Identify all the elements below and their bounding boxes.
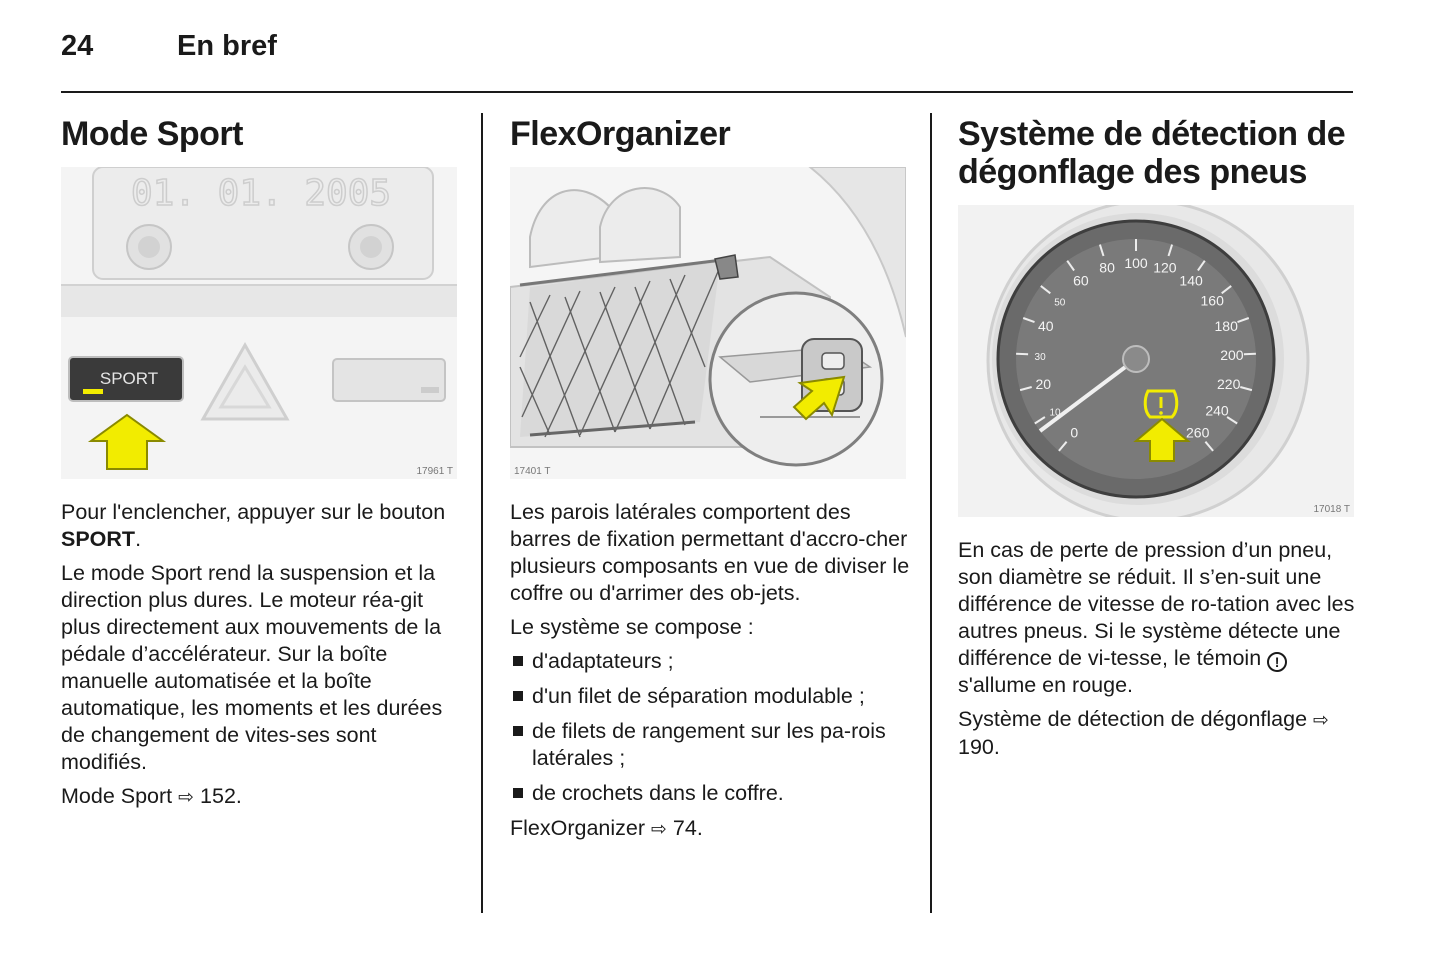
section-heading: Système de détection de dégonflage des pneus <box>958 115 1346 191</box>
gauge-label: 180 <box>1214 318 1238 335</box>
section-heading: FlexOrganizer <box>510 115 731 153</box>
column-tire-deflation <box>958 115 1358 768</box>
tire-pressure-warning-icon: ! <box>1267 652 1287 672</box>
paragraph: Les parois latérales comportent des barres de fixation permettant d'accro-cher plusieurs composants en vue de diviser le coffre ou d'arrimer des ob-jets. <box>510 500 910 605</box>
gauge-label: 240 <box>1205 402 1229 419</box>
section-body <box>510 499 910 843</box>
section-body <box>61 499 461 811</box>
gauge-label: 200 <box>1220 346 1244 363</box>
gauge-label: 20 <box>1035 375 1052 392</box>
cargo-net-illustration <box>510 167 906 479</box>
column-divider <box>481 113 483 913</box>
figure-code: 17018 T <box>1313 504 1350 515</box>
cross-reference[interactable]: FlexOrganizer ⇨ 74. <box>510 816 703 840</box>
gauge-tick <box>1016 354 1028 355</box>
list-item: de crochets dans le coffre. <box>510 780 910 807</box>
gauge-label: 140 <box>1179 272 1203 289</box>
gauge-label: 10 <box>1049 407 1061 419</box>
gauge-label: 30 <box>1034 351 1046 363</box>
column-mode-sport <box>61 115 461 818</box>
speedometer-figure <box>958 205 1354 517</box>
gauge-label: 60 <box>1073 272 1089 289</box>
clock-display-text: 01. 01. 2005 <box>130 173 392 214</box>
arrow-icon: ⇨ <box>178 787 195 808</box>
figure-code: 17961 T <box>416 466 453 477</box>
paragraph: Pour l'enclencher, appuyer sur le bouton SPORT. <box>61 500 446 551</box>
flexorganizer-figure <box>510 167 906 479</box>
column-divider <box>930 113 932 913</box>
arrow-icon: ⇨ <box>1313 710 1329 731</box>
gauge-label: 220 <box>1217 375 1241 392</box>
page-header <box>61 30 1353 70</box>
paragraph: Le mode Sport rend la suspension et la direction plus dures. Le moteur réa-git plus directement aux mouvements de la pédale d’accélérateur. Sur la boîte manuelle automatisée et la boîte automatique, les moments et les durées de changement de vites-ses sont modifiés. <box>61 561 443 774</box>
cross-reference[interactable]: Système de détection de dégonflage ⇨ 190. <box>958 707 1329 759</box>
sport-button-figure <box>61 167 457 479</box>
section-title: En bref <box>177 30 277 62</box>
cross-reference[interactable]: Mode Sport ⇨ 152. <box>61 784 242 808</box>
gauge-label: 0 <box>1070 424 1079 441</box>
list-item: de filets de rangement sur les pa-rois latérales ; <box>510 718 910 772</box>
arrow-icon: ⇨ <box>651 819 667 840</box>
paragraph: En cas de perte de pression d’un pneu, son diamètre se réduit. Il s’en-suit une différence de vitesse de ro-tation avec les autres pneus. Si le système détecte une différence de vi-tesse, le témoin ! s'allume en rouge. <box>958 538 1355 697</box>
list-item: d'adaptateurs ; <box>510 648 910 675</box>
gauge-label: 260 <box>1186 424 1210 441</box>
gauge-label: 120 <box>1153 259 1177 276</box>
sport-button-illustration <box>61 167 457 479</box>
speedometer-illustration <box>958 205 1354 517</box>
gauge-tick <box>1244 354 1256 355</box>
gauge-label: 160 <box>1200 292 1224 309</box>
section-heading: Mode Sport <box>61 115 243 153</box>
header-rule <box>61 91 1353 93</box>
sport-button-label: SPORT <box>99 369 159 388</box>
gauge-label: 40 <box>1038 318 1054 335</box>
gauge-label: 100 <box>1124 255 1148 271</box>
column-flexorganizer <box>510 115 910 850</box>
paragraph: Le système se compose : <box>510 615 754 639</box>
component-list <box>510 648 910 807</box>
page-number: 24 <box>61 30 94 62</box>
list-item: d'un filet de séparation modulable ; <box>510 683 910 710</box>
section-body <box>958 537 1358 761</box>
figure-code: 17401 T <box>514 466 551 477</box>
gauge-label: 80 <box>1099 259 1115 276</box>
gauge-label: 50 <box>1054 297 1066 309</box>
